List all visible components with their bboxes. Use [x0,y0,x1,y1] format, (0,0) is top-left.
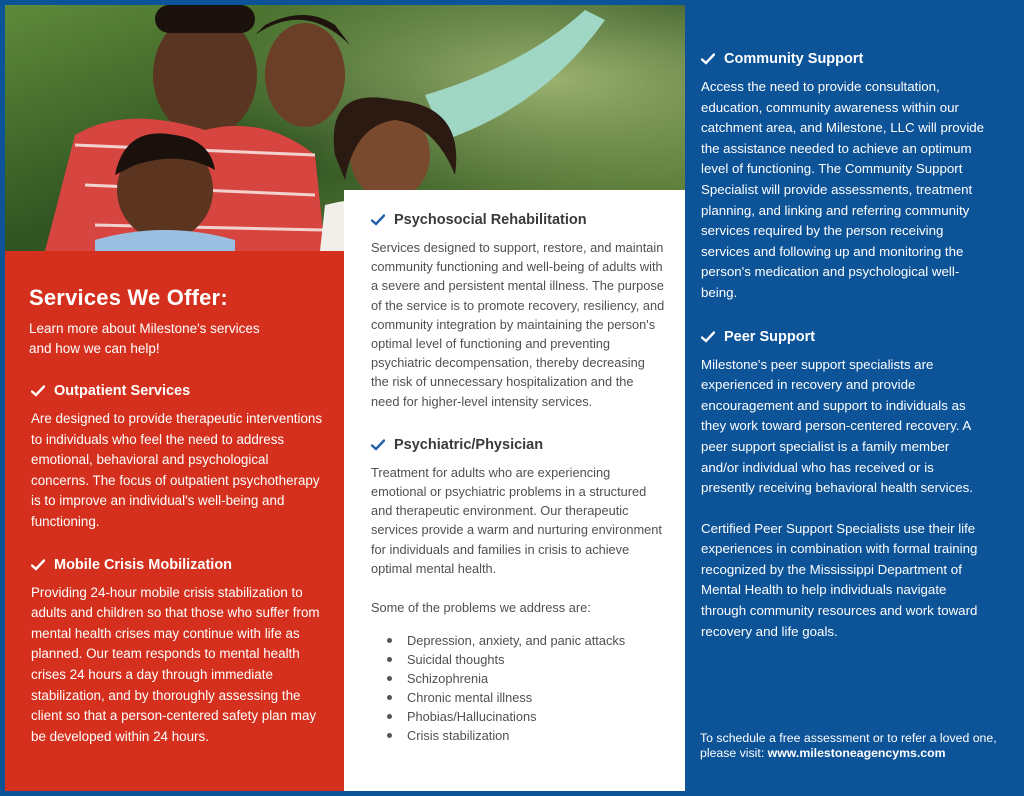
bullet-icon [387,657,392,662]
service-mobile-crisis [31,557,326,748]
list-item: Phobias/Hallucinations [387,707,665,726]
problems-list [387,631,665,745]
check-icon [701,331,715,343]
service-psychosocial [371,212,665,411]
service-text: Providing 24-hour mobile crisis stabilization to adults and children so that those who suffer from mental health crises may continue with life as planned. Our team responds to mental health crises 24 hours a day through immediate stabilization, and by thoroughly assessing the client so that a person-centered safety plan may be developed within 24 hours. [31,584,320,744]
white-panel [344,190,685,791]
intro-subtitle: Learn more about Milestone's services and how we can help! [29,321,260,356]
bullet-icon [387,733,392,738]
service-heading: Psychiatric/Physician [394,436,544,453]
service-heading: Outpatient Services [54,383,191,399]
bullet-icon [387,638,392,643]
bullet-icon [387,695,392,700]
service-community-support [701,51,989,304]
check-icon [701,53,715,65]
service-text: Milestone's peer support specialists are experienced in recovery and provide encouragement and support to individuals as they work toward person-centered recovery. A peer support specialist is a family member and/or individual who has received or is presently receiving behavioral health services. [701,356,973,496]
service-text: Are designed to provide therapeutic interventions to individuals who feel the need to address emotional, behavioral and psychological concerns. The focus of outpatient psychotherapy is to improve an individual's well-being and functioning. [31,411,323,529]
list-item: Suicidal thoughts [387,650,665,669]
bullet-icon [387,676,392,681]
service-text: Services designed to support, restore, and maintain community functioning and well-being of adults with a severe and persistent mental illness. The purpose of the service is to promote recovery, resiliency, and community integration by maintaining the person's optimal level of functioning and preventing psychiatric decompensation, thereby decreasing the risk of unnecessary hospitalization and the need for higher-level intensity services. [371,240,665,409]
list-item: Crisis stabilization [387,726,665,745]
service-text: Access the need to provide consultation, education, community awareness within our catchment area, and Milestone, LLC will provide the assistance needed to achieve an optimum level of functioning. The Community Support Specialist will provide assessments, treatment planning, and linking and referring community services required by the person receiving services and following up and monitoring the person's medication and psychological well-being. [701,79,985,300]
check-icon [371,214,385,226]
service-psychiatric [371,437,665,745]
problems-intro: Some of the problems we address are: [371,600,591,616]
service-heading: Psychosocial Rehabilitation [394,212,587,228]
red-panel [5,251,344,791]
service-text-2: Certified Peer Support Specialists use their life experiences in combination with formal training recognized by the Mississippi Department of Mental Health to help individuals navigate through community resources and work toward recovery and life goals. [701,520,978,639]
service-heading: Peer Support [724,328,816,345]
bullet-icon [387,714,392,719]
footer-text: To schedule a free assessment or to refer a loved one, please visit: [700,731,997,760]
list-item: Depression, anxiety, and panic attacks [387,631,665,650]
check-icon [31,385,45,397]
website-link[interactable]: www.milestoneagencyms.com [767,746,946,760]
footer-cta [700,731,1000,761]
service-text: Treatment for adults who are experiencing emotional or psychiatric problems in a structured and therapeutic environment. Our therapeutic services provide a warm and nurturing environment for individuals and families in crisis to achieve optimal mental health. [371,464,662,576]
service-heading: Mobile Crisis Mobilization [54,556,233,573]
check-icon [371,439,385,451]
check-icon [31,559,45,571]
list-item: Schizophrenia [387,669,665,688]
page-title: Services We Offer: [29,285,228,310]
service-heading: Community Support [724,51,864,67]
right-panel [686,5,1019,791]
list-item: Chronic mental illness [387,688,665,707]
service-outpatient [31,383,326,533]
service-peer-support [701,329,989,643]
